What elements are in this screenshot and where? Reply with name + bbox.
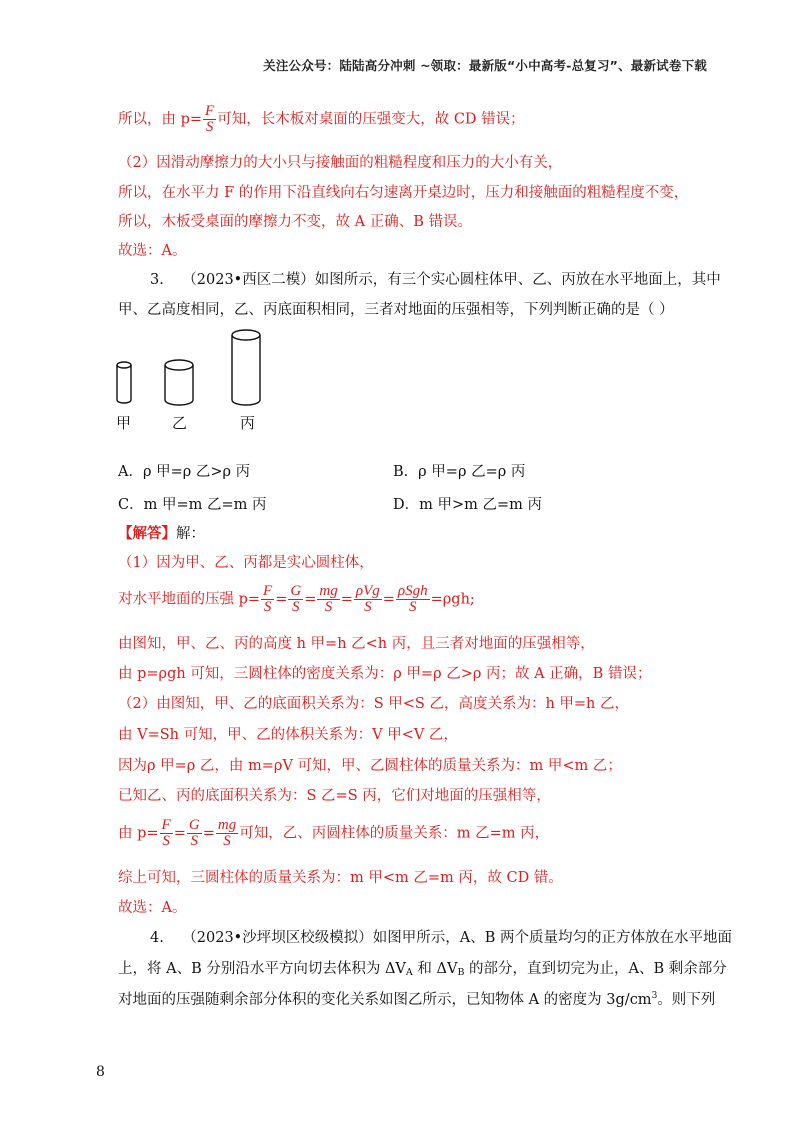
- answer-line-1: （1）因为甲、乙、丙都是实心圆柱体，: [118, 555, 374, 571]
- question-3-line-2: 甲、乙高度相同，乙、丙底面积相同，三者对地面的压强相等，下列判断正确的是（ ）: [118, 302, 674, 318]
- option-c: C．m 甲=m 乙=m 丙: [118, 497, 267, 513]
- answer-line-3: 由图知，甲、乙、丙的高度 h 甲=h 乙<h 丙，且三者对地面的压强相等，: [118, 636, 595, 652]
- answer-line-9: 由 p= $\frac{F}{S}$ = $\frac{G}{S}$ = $\frac{mg}{S}$ 可知，乙、丙圆柱体的质量关系：m 乙=m 丙，: [118, 817, 550, 849]
- answer-line-2: 对水平地面的压强 p= $\frac{F}{S}$ = $\frac{G}{S}$ = $\frac{mg}{S}$ = $\frac{\text{ρVg}}{S}$ = $\frac{\text{ρSgh}}{S}$ =ρgh;: [118, 583, 475, 615]
- solution-line-4: 所以，木板受桌面的摩擦力不变，故 A 正确、B 错误。: [118, 214, 472, 230]
- answer-line-5: （2）由图知，甲、乙的底面积关系为：S 甲<S 乙，高度关系为：h 甲=h 乙，: [118, 696, 630, 712]
- solution-line-1: 所以，由 p= $\frac{F}{S}$ 可知，长木板对桌面的压强变大，故 CD 错误；: [118, 103, 525, 135]
- answer-line-11: 故选：A。: [118, 900, 187, 916]
- question-4-line-2: 上，将 A、B 分别沿水平方向切去体积为 $\Delta V_A$ 和 $\Delta V_B$ 的部分，直到切完为止，A、B 剩余部分: [118, 961, 727, 978]
- cylinders-figure: [108, 326, 288, 436]
- cylinder-yi: [165, 360, 193, 405]
- cylinders-diagram: [108, 326, 288, 436]
- option-d: D．m 甲>m 乙=m 丙: [393, 497, 542, 513]
- question-4-line-1: 4. （2023•沙坪坝区校级模拟）如图甲所示，A、B 两个质量均匀的正方体放在水平地面: [150, 930, 732, 946]
- cylinder-bing: [232, 330, 260, 405]
- answer-heading: 【解答】解：: [118, 525, 205, 542]
- option-b: B．ρ 甲=ρ 乙=ρ 丙: [393, 464, 526, 480]
- solution-line-2: （2）因滑动摩擦力的大小只与接触面的粗糙程度和压力的大小有关，: [118, 155, 563, 171]
- answer-line-4: 由 p=ρgh 可知，三圆柱体的密度关系为：ρ 甲=ρ 乙>ρ 丙；故 A 正确，B 错误；: [118, 666, 652, 682]
- solution-line-3: 所以，在水平力 F 的作用下沿直线向右匀速离开桌边时，压力和接触面的粗糙程度不变，: [118, 185, 689, 201]
- label-bing: 丙: [240, 414, 256, 432]
- answer-line-6: 由 V=Sh 可知，甲、乙的体积关系为：V 甲<V 乙，: [118, 727, 458, 743]
- question-3-line-1: 3. （2023•西区二模）如图所示，有三个实心圆柱体甲、乙、丙放在水平地面上，其中: [150, 272, 721, 288]
- solution-line-5: 故选：A。: [118, 243, 187, 259]
- answer-line-7: 因为ρ 甲=ρ 乙，由 m=ρV 可知，甲、乙圆柱体的质量关系为：m 甲<m 乙；: [118, 758, 622, 774]
- page-header: 关注公众号：陆陆高分冲刺 ~领取：最新版“小中高考-总复习”、最新试卷下载: [263, 58, 707, 73]
- fraction-F-over-S: $\frac{F}{S}$: [205, 103, 215, 135]
- answer-line-8: 已知乙、丙的底面积关系为：S 乙=S 丙，它们对地面的压强相等，: [118, 788, 551, 804]
- label-jia: 甲: [116, 414, 132, 432]
- question-4-line-3: 对地面的压强随剩余部分体积的变化关系如图乙所示，已知物体 A 的密度为 $3g/cm^3$。则下列: [118, 991, 716, 1008]
- cylinder-jia: [117, 362, 131, 403]
- label-yi: 乙: [172, 414, 188, 432]
- page-number: 8: [96, 1064, 105, 1080]
- option-a: A．ρ 甲=ρ 乙>ρ 丙: [118, 464, 251, 480]
- answer-line-10: 综上可知，三圆柱体的质量关系为：m 甲<m 乙=m 丙，故 CD 错。: [118, 870, 563, 886]
